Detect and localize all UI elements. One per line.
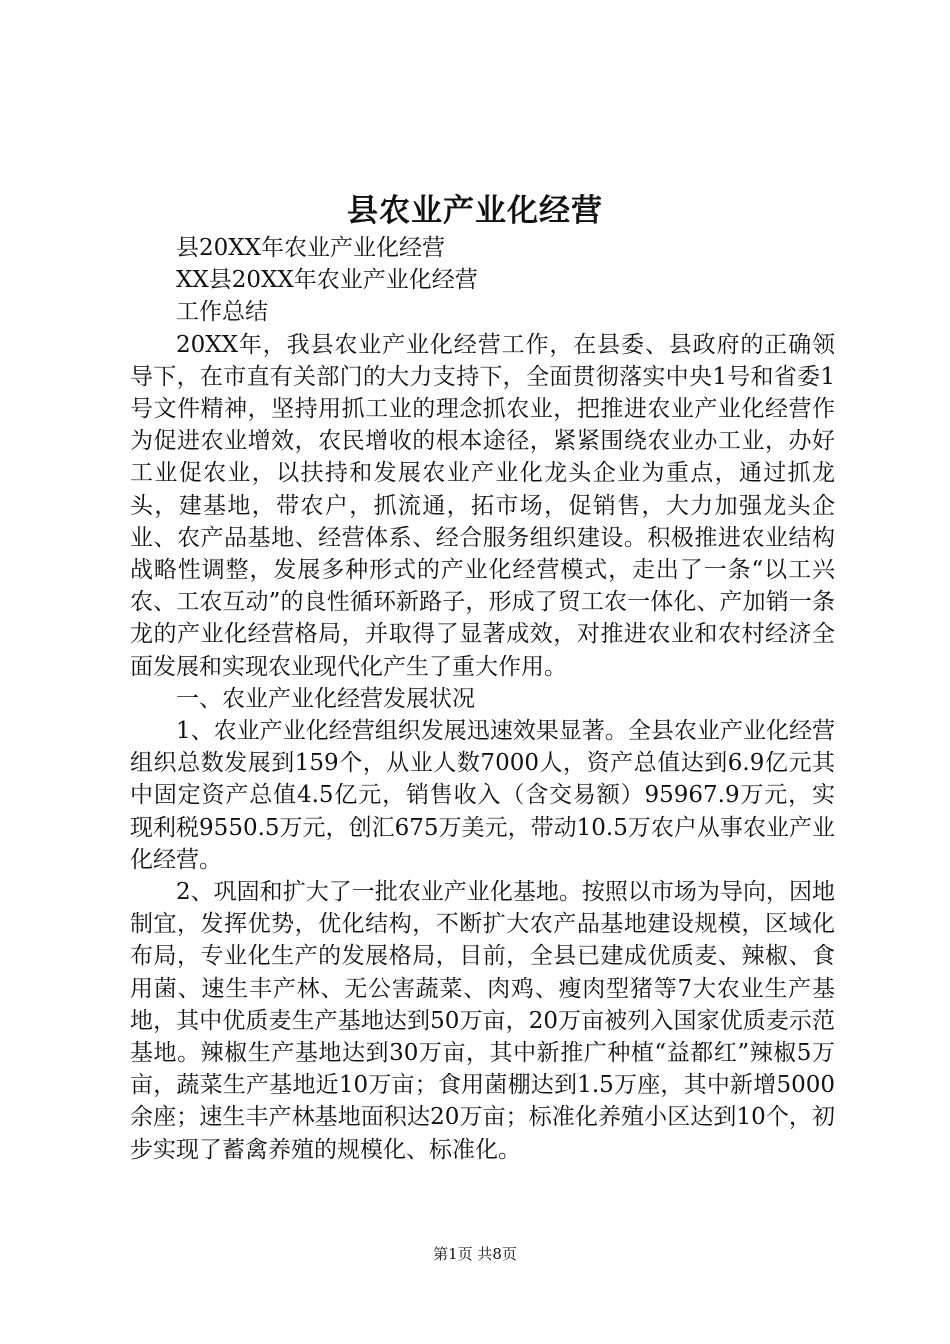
subtitle-line-3: 工作总结 xyxy=(176,299,268,326)
body-paragraph-1: 1、农业产业化经营组织发展迅速效果显著。全县农业产业化经营组织总数发展到159个，从业人数7000人，资产总值达到6.9亿元其中固定资产总值4.5亿元，销售收入（含交易额）95967.9万元，实现利税9550.5万元，创汇675万美元，带动10.5万农户从事农业产业化经营。 xyxy=(130,718,835,873)
subtitle-line-2: XX县20XX年农业产业化经营 xyxy=(176,267,478,294)
page-footer: 第1页 共8页 xyxy=(433,1245,517,1263)
subtitle-line-1: 县20XX年农业产业化经营 xyxy=(176,235,446,261)
document-body xyxy=(130,232,835,1166)
body-paragraph-2: 2、巩固和扩大了一批农业产业化基地。按照以市场为导向，因地制宜，发挥优势，优化结构，不断扩大农产品基地建设规模，区域化布局，专业化生产的发展格局，目前，全县已建成优质麦、辣椒、食用菌、速生丰产林、无公害蔬菜、肉鸡、瘦肉型猪等7大农业生产基地，其中优质麦生产基地达到50万亩，20万亩被列入国家优质麦示范基地。辣椒生产基地达到30万亩，其中新推广种植“益都红”辣椒5万亩，蔬菜生产基地近10万亩；食用菌棚达到1.5万座，其中新增5000余座；速生丰产林基地面积达20万亩；标准化养殖小区达到10个，初步实现了蓄禽养殖的规模化、标准化。 xyxy=(130,879,835,1163)
document-title: 县农业产业化经营 xyxy=(347,193,603,229)
section-heading: 一、农业产业化经营发展状况 xyxy=(176,685,475,712)
intro-paragraph: 20XX年，我县农业产业化经营工作，在县委、县政府的正确领导下，在市直有关部门的大力支持下，全面贯彻落实中央1号和省委1号文件精神，坚持用抓工业的理念抓农业，把推进农业产业化经营作为促进农业增效，农民增收的根本途径，紧紧围绕农业办工业，办好工业促农业，以扶持和发展农业产业化龙头企业为重点，通过抓龙头，建基地，带农户，抓流通，拓市场，促销售，大力加强龙头企业、农产品基地、经营体系、经合服务组织建设。积极推进农业结构战略性调整，发展多种形式的产业化经营模式，走出了一条“以工兴农、工农互动”的良性循环新路子，形成了贸工农一体化、产加销一条龙的产业化经营格局，并取得了显著成效，对推进农业和农村经济全面发展和实现农业现代化产生了重大作用。 xyxy=(130,331,835,680)
